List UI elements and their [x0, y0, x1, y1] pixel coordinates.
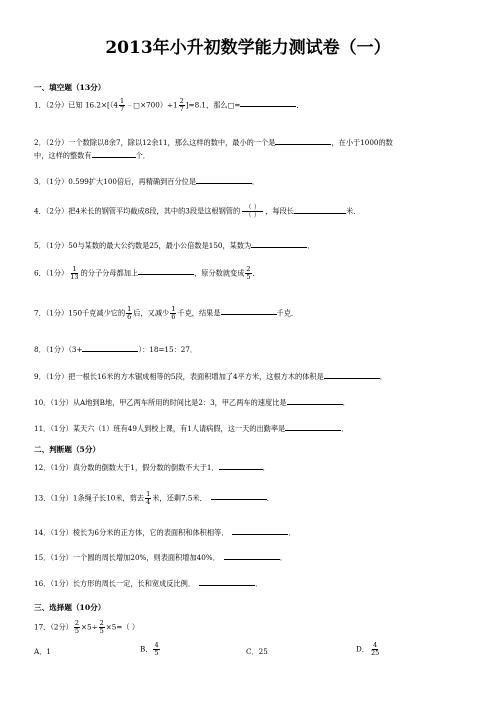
- fraction-blank[interactable]: （ ） （ ）: [242, 204, 263, 219]
- question-2: [34, 136, 393, 146]
- option-letter: B．: [140, 644, 153, 654]
- answer-blank[interactable]: [287, 396, 343, 405]
- question-16: [34, 577, 262, 587]
- fraction: $\frac{1}{13}$: [70, 265, 79, 281]
- question-15: [34, 551, 287, 561]
- question-text: 14．（1分）棱长为6分米的正方体，它的表面积和体积相等．: [34, 528, 229, 537]
- question-text: 16．（1分）长方形的周长一定，长和宽成反比例．: [34, 579, 196, 588]
- question-4: [34, 204, 360, 219]
- question-text: 3．（1分）0.599扩大100倍后，再精确到百分位是: [34, 177, 197, 186]
- question-12: [34, 461, 270, 471]
- question-text: 5．（1分）50与某数的最大公约数是25，最小公倍数是150，某数为: [34, 241, 252, 250]
- question-3: [34, 175, 259, 185]
- fraction: $\frac{4}{5}$: [154, 641, 159, 657]
- question-text: ）：18=15：27．: [138, 345, 198, 354]
- question-text: 1．（2分）已知 16.2×[（: [34, 100, 114, 110]
- question-text: 的分子分母都加上: [80, 268, 139, 278]
- page-title: 2013年小升初数学能力测试卷（一）: [105, 38, 391, 58]
- answer-blank[interactable]: [138, 266, 194, 275]
- answer-blank[interactable]: [92, 149, 136, 158]
- question-text: 15．（1分）一个圆的周长增加20%，则表面积增加40%．: [34, 553, 220, 562]
- punct: ．: [266, 493, 274, 503]
- punct: ．: [296, 100, 304, 110]
- question-text: 2．（2分）一个数除以8余7，除以12余11，那么这样的数中，最小的一个是: [34, 138, 276, 147]
- answer-blank[interactable]: [211, 491, 267, 500]
- answer-blank[interactable]: [196, 175, 252, 184]
- answer-blank[interactable]: [232, 526, 288, 535]
- question-1: [34, 98, 304, 113]
- question-text: 中，这样的整数有: [34, 151, 92, 160]
- question-text: 11．（1分）某天六（1）班有49人到校上课，有1人请病假，这一天的出勤率是: [34, 424, 286, 433]
- question-text: 后，又减少: [133, 308, 170, 318]
- answer-blank[interactable]: [251, 239, 307, 248]
- question-text: 个．: [135, 151, 150, 160]
- question-text: 千克．: [276, 308, 299, 318]
- section-heading-true-false: 二、判断题（5分）: [34, 445, 101, 454]
- fraction: $\frac{1}{7}$: [119, 97, 125, 113]
- fraction: $\frac{2}{5}$: [246, 265, 251, 281]
- punct: ．: [262, 463, 270, 472]
- question-text: 9．（1分）把一根长16米的方木锯成相等的5段，表面积增加了4平方米，这根方木的体积是: [34, 372, 324, 381]
- question-text: ，在小于1000的数: [331, 138, 393, 147]
- section-heading-multiple-choice: 三、选择题（10分）: [34, 603, 106, 612]
- question-text: 7．（1分）150千克减少它的: [34, 308, 126, 318]
- punct: ．: [342, 398, 350, 407]
- fraction: $\frac{2}{5}$: [99, 619, 104, 635]
- fraction: $\frac{2}{5}$: [74, 619, 80, 635]
- answer-blank[interactable]: [221, 306, 277, 315]
- question-text: 4．（2分）把4米长的钢管平均截成8段，其中的3段是这根钢管的: [34, 206, 241, 216]
- punct: ．: [307, 241, 315, 250]
- question-text: ，原分数就变成: [194, 268, 245, 278]
- question-8: [34, 343, 197, 353]
- answer-blank[interactable]: [294, 205, 346, 214]
- question-2-cont: [34, 149, 150, 159]
- option-letter: D．: [356, 644, 369, 654]
- question-text: ×5=（ ）: [105, 622, 140, 632]
- answer-blank[interactable]: [199, 577, 255, 586]
- question-6: [34, 266, 260, 281]
- question-text: ×5÷: [81, 622, 98, 632]
- question-text: ]=8.1，那么□=: [185, 100, 241, 110]
- answer-blank[interactable]: [82, 343, 138, 352]
- punct: ．: [252, 268, 260, 278]
- answer-blank[interactable]: [324, 370, 380, 379]
- punct: ．: [252, 177, 260, 186]
- question-text: 12．（1分）真分数的倒数大于1，假分数的倒数不大于1．: [34, 463, 219, 472]
- question-14: [34, 526, 296, 536]
- option-c[interactable]: C．25: [246, 647, 268, 656]
- punct: ．: [341, 424, 349, 433]
- option-b[interactable]: [140, 642, 161, 657]
- question-11: [34, 422, 348, 432]
- question-13: [34, 491, 274, 506]
- question-7: [34, 306, 298, 321]
- whole-number: 1: [173, 100, 178, 110]
- fraction: $\frac{2}{7}$: [179, 97, 184, 113]
- punct: ．: [279, 553, 288, 562]
- question-text: 6．（1分）: [34, 268, 69, 278]
- punct: ．: [255, 579, 263, 588]
- question-10: [34, 396, 350, 406]
- question-9: [34, 370, 387, 380]
- question-text: 千克，结果是: [177, 308, 221, 318]
- question-text: 13．（1分）1条绳子长10米，剪去: [34, 493, 145, 503]
- question-text: 17．（2分）: [34, 622, 73, 632]
- fraction: $\frac{4}{25}$: [370, 641, 380, 657]
- question-5: [34, 239, 314, 249]
- option-d[interactable]: [356, 642, 381, 657]
- answer-blank[interactable]: [275, 136, 331, 145]
- question-17: [34, 620, 139, 635]
- answer-blank[interactable]: [240, 98, 296, 107]
- answer-blank[interactable]: [219, 461, 263, 470]
- option-a[interactable]: A．1: [34, 647, 51, 656]
- question-text: 米，还剩7.5米．: [152, 493, 207, 503]
- question-text: 米．: [346, 206, 361, 216]
- fraction: $\frac{1}{6}$: [127, 305, 132, 321]
- section-heading-fill-in: 一、填空题（13分）: [34, 83, 106, 92]
- question-text: ﹣□×700）÷: [126, 100, 174, 110]
- whole-number: 4: [113, 100, 118, 110]
- punct: ．: [288, 528, 296, 537]
- question-text: ，每段长: [265, 206, 294, 216]
- fraction: $\frac{1}{4}$: [146, 490, 151, 506]
- fraction: $\frac{1}{6}$: [171, 305, 176, 321]
- punct: ．: [379, 372, 387, 381]
- question-text: 10．（1分）从A地到B地，甲乙两车所用的时间比是2：3，甲乙两车的速度比是: [34, 398, 287, 407]
- answer-blank[interactable]: [285, 422, 341, 431]
- question-text: 8．（1分）（3+: [34, 345, 83, 354]
- answer-blank[interactable]: [224, 551, 280, 560]
